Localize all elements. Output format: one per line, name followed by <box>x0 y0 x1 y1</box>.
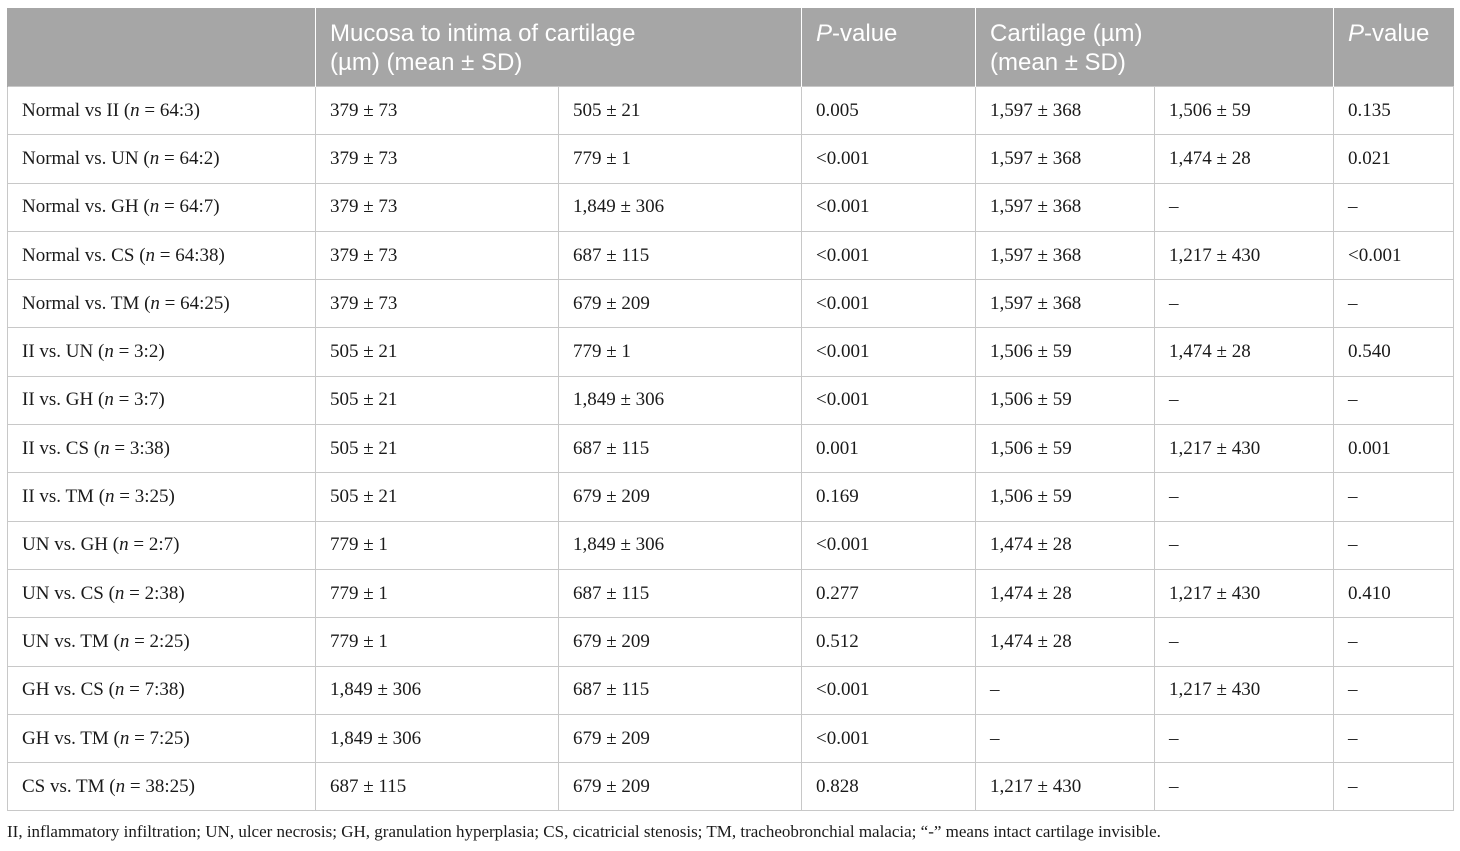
table-row <box>8 425 1454 473</box>
cell-cartilage-second: – <box>1155 714 1334 762</box>
cell-group: II vs. TM (n = 3:25) <box>8 473 316 521</box>
cell-mucosa-second: 679 ± 209 <box>559 473 802 521</box>
group-label: II vs. UN <box>22 341 94 363</box>
cell-cartilage-first: 1,597 ± 368 <box>976 183 1155 231</box>
cell-mucosa-first: 505 ± 21 <box>316 328 559 376</box>
cell-cartilage-first: 1,506 ± 59 <box>976 376 1155 424</box>
cell-p-value-mucosa: 0.512 <box>802 618 976 666</box>
header-p-rest: -value <box>832 20 898 47</box>
cell-mucosa-second: 779 ± 1 <box>559 135 802 183</box>
cell-mucosa-first: 505 ± 21 <box>316 376 559 424</box>
group-n-ratio: 38:25 <box>145 775 189 797</box>
group-n-ratio: 2:7 <box>148 534 174 556</box>
cell-group: UN vs. CS (n = 2:38) <box>8 569 316 617</box>
cell-mucosa-second: 687 ± 115 <box>559 666 802 714</box>
cell-mucosa-first: 379 ± 73 <box>316 135 559 183</box>
cell-p-value-cartilage: – <box>1334 618 1454 666</box>
group-n-ratio: 3:38 <box>129 437 164 459</box>
cell-cartilage-first: 1,506 ± 59 <box>976 328 1155 376</box>
cell-p-value-mucosa: <0.001 <box>802 328 976 376</box>
cell-mucosa-first: 1,849 ± 306 <box>316 714 559 762</box>
cell-mucosa-first: 379 ± 73 <box>316 231 559 279</box>
cell-p-value-mucosa: <0.001 <box>802 666 976 714</box>
cell-mucosa-first: 779 ± 1 <box>316 618 559 666</box>
header-cartilage <box>976 8 1334 87</box>
group-n-ratio: 3:2 <box>134 341 159 363</box>
group-label: UN vs. TM <box>22 630 109 652</box>
table-body <box>8 87 1454 811</box>
group-n-ratio: 64:38 <box>175 244 219 266</box>
table-header <box>8 8 1454 87</box>
cell-mucosa-second: 779 ± 1 <box>559 328 802 376</box>
cell-group: II vs. GH (n = 3:7) <box>8 376 316 424</box>
cell-mucosa-first: 379 ± 73 <box>316 87 559 135</box>
group-label: Normal vs. CS <box>22 244 135 266</box>
header-row <box>8 8 1454 87</box>
cell-cartilage-second: 1,217 ± 430 <box>1155 666 1334 714</box>
cell-cartilage-second: 1,217 ± 430 <box>1155 231 1334 279</box>
cell-p-value-mucosa: 0.169 <box>802 473 976 521</box>
cell-group: Normal vs. GH (n = 64:7) <box>8 183 316 231</box>
group-n-ratio: 3:7 <box>134 389 159 411</box>
table-row <box>8 135 1454 183</box>
cell-p-value-cartilage: – <box>1334 280 1454 328</box>
cell-p-value-mucosa: <0.001 <box>802 521 976 569</box>
cell-p-value-mucosa: 0.828 <box>802 763 976 811</box>
header-p-value-cartilage <box>1334 8 1454 87</box>
cell-mucosa-second: 1,849 ± 306 <box>559 183 802 231</box>
group-n-ratio: 3:25 <box>134 486 169 508</box>
group-label: CS vs. TM <box>22 775 105 797</box>
cell-cartilage-second: – <box>1155 376 1334 424</box>
cell-cartilage-first: 1,217 ± 430 <box>976 763 1155 811</box>
cell-mucosa-first: 379 ± 73 <box>316 280 559 328</box>
cell-group: Normal vs. CS (n = 64:38) <box>8 231 316 279</box>
table-row <box>8 280 1454 328</box>
cell-cartilage-first: 1,597 ± 368 <box>976 135 1155 183</box>
group-label: GH vs. CS <box>22 679 104 701</box>
header-mucosa-line2: (µm) (mean ± SD) <box>330 49 523 76</box>
table-row <box>8 231 1454 279</box>
cell-group: II vs. CS (n = 3:38) <box>8 425 316 473</box>
cell-mucosa-first: 505 ± 21 <box>316 425 559 473</box>
header-p-italic: P <box>816 20 833 47</box>
header-p-rest: -value <box>1364 20 1430 47</box>
cell-cartilage-first: 1,597 ± 368 <box>976 87 1155 135</box>
cell-mucosa-second: 679 ± 209 <box>559 763 802 811</box>
cell-group: CS vs. TM (n = 38:25) <box>8 763 316 811</box>
table-row <box>8 328 1454 376</box>
cell-cartilage-first: 1,597 ± 368 <box>976 280 1155 328</box>
table-row <box>8 569 1454 617</box>
cell-mucosa-second: 505 ± 21 <box>559 87 802 135</box>
table-row <box>8 87 1454 135</box>
cell-group: Normal vs. TM (n = 64:25) <box>8 280 316 328</box>
cell-mucosa-first: 779 ± 1 <box>316 521 559 569</box>
cell-cartilage-first: 1,506 ± 59 <box>976 425 1155 473</box>
cell-cartilage-first: 1,506 ± 59 <box>976 473 1155 521</box>
cell-group: II vs. UN (n = 3:2) <box>8 328 316 376</box>
cell-mucosa-first: 379 ± 73 <box>316 183 559 231</box>
table-footnote: II, inflammatory infiltration; UN, ulcer necrosis; GH, granulation hyperplasia; CS, cicatricial stenosis; TM, tracheobronchial malacia; “-” means intact cartilage invisible. <box>7 822 1161 841</box>
cell-p-value-mucosa: <0.001 <box>802 231 976 279</box>
cell-p-value-cartilage: – <box>1334 666 1454 714</box>
cell-cartilage-first: 1,474 ± 28 <box>976 521 1155 569</box>
header-p-italic: P <box>1348 20 1365 47</box>
cell-p-value-mucosa: <0.001 <box>802 714 976 762</box>
cell-cartilage-second: – <box>1155 521 1334 569</box>
cell-cartilage-first: – <box>976 714 1155 762</box>
table-row <box>8 666 1454 714</box>
table-row <box>8 183 1454 231</box>
cell-cartilage-second: – <box>1155 280 1334 328</box>
cell-mucosa-second: 1,849 ± 306 <box>559 376 802 424</box>
cell-mucosa-first: 779 ± 1 <box>316 569 559 617</box>
group-n-ratio: 64:3 <box>159 99 194 121</box>
cell-p-value-cartilage: – <box>1334 714 1454 762</box>
cell-group: GH vs. CS (n = 7:38) <box>8 666 316 714</box>
group-label: UN vs. CS <box>22 582 104 604</box>
header-cartilage-line1: Cartilage (µm) <box>990 20 1143 47</box>
cell-cartilage-second: 1,474 ± 28 <box>1155 328 1334 376</box>
group-n-ratio: 64:25 <box>180 292 224 314</box>
cell-p-value-cartilage: 0.540 <box>1334 328 1454 376</box>
table-row <box>8 376 1454 424</box>
cell-p-value-mucosa: <0.001 <box>802 135 976 183</box>
cell-group: UN vs. GH (n = 2:7) <box>8 521 316 569</box>
group-label: II vs. GH <box>22 389 94 411</box>
cell-mucosa-first: 505 ± 21 <box>316 473 559 521</box>
cell-mucosa-second: 679 ± 209 <box>559 618 802 666</box>
cell-p-value-mucosa: 0.001 <box>802 425 976 473</box>
cell-group: UN vs. TM (n = 2:25) <box>8 618 316 666</box>
cell-p-value-cartilage: 0.410 <box>1334 569 1454 617</box>
group-label: Normal vs II <box>22 99 120 121</box>
cell-cartilage-first: 1,597 ± 368 <box>976 231 1155 279</box>
cell-mucosa-second: 679 ± 209 <box>559 714 802 762</box>
cell-p-value-cartilage: – <box>1334 376 1454 424</box>
table-row <box>8 521 1454 569</box>
cell-mucosa-first: 687 ± 115 <box>316 763 559 811</box>
cell-p-value-cartilage: – <box>1334 521 1454 569</box>
cell-cartilage-second: 1,474 ± 28 <box>1155 135 1334 183</box>
cell-cartilage-second: 1,217 ± 430 <box>1155 569 1334 617</box>
group-n-ratio: 2:25 <box>149 630 184 652</box>
cell-mucosa-second: 687 ± 115 <box>559 231 802 279</box>
cell-mucosa-second: 687 ± 115 <box>559 425 802 473</box>
cell-p-value-mucosa: <0.001 <box>802 280 976 328</box>
cell-cartilage-second: – <box>1155 473 1334 521</box>
cell-p-value-cartilage: – <box>1334 763 1454 811</box>
header-group-column <box>8 8 316 87</box>
cell-mucosa-first: 1,849 ± 306 <box>316 666 559 714</box>
table-row <box>8 763 1454 811</box>
cell-cartilage-first: – <box>976 666 1155 714</box>
cell-p-value-cartilage: <0.001 <box>1334 231 1454 279</box>
group-label: II vs. CS <box>22 437 90 459</box>
group-label: GH vs. TM <box>22 727 109 749</box>
group-n-ratio: 2:38 <box>144 582 179 604</box>
cell-p-value-mucosa: 0.277 <box>802 569 976 617</box>
cell-group: Normal vs II (n = 64:3) <box>8 87 316 135</box>
group-label: Normal vs. TM <box>22 292 140 314</box>
cell-group: GH vs. TM (n = 7:25) <box>8 714 316 762</box>
cell-p-value-cartilage: 0.001 <box>1334 425 1454 473</box>
header-mucosa-to-intima <box>316 8 802 87</box>
cell-cartilage-first: 1,474 ± 28 <box>976 569 1155 617</box>
cell-cartilage-second: – <box>1155 763 1334 811</box>
cell-p-value-mucosa: <0.001 <box>802 376 976 424</box>
header-p-value-mucosa <box>802 8 976 87</box>
group-n-ratio: 64:2 <box>179 147 214 169</box>
cell-mucosa-second: 1,849 ± 306 <box>559 521 802 569</box>
cell-cartilage-second: – <box>1155 183 1334 231</box>
cell-cartilage-first: 1,474 ± 28 <box>976 618 1155 666</box>
cell-mucosa-second: 679 ± 209 <box>559 280 802 328</box>
group-label: Normal vs. GH <box>22 196 139 218</box>
cell-p-value-cartilage: – <box>1334 473 1454 521</box>
cell-cartilage-second: 1,217 ± 430 <box>1155 425 1334 473</box>
cell-cartilage-second: – <box>1155 618 1334 666</box>
comparison-table <box>7 8 1454 811</box>
group-n-ratio: 7:25 <box>149 727 184 749</box>
cell-mucosa-second: 687 ± 115 <box>559 569 802 617</box>
cell-p-value-mucosa: 0.005 <box>802 87 976 135</box>
group-n-ratio: 7:38 <box>144 679 179 701</box>
header-mucosa-line1: Mucosa to intima of cartilage <box>330 20 636 47</box>
group-label: II vs. TM <box>22 486 94 508</box>
header-cartilage-line2: (mean ± SD) <box>990 49 1126 76</box>
cell-p-value-mucosa: <0.001 <box>802 183 976 231</box>
cell-cartilage-second: 1,506 ± 59 <box>1155 87 1334 135</box>
table-row <box>8 473 1454 521</box>
table-row <box>8 618 1454 666</box>
cell-p-value-cartilage: 0.135 <box>1334 87 1454 135</box>
group-label: UN vs. GH <box>22 534 109 556</box>
cell-p-value-cartilage: – <box>1334 183 1454 231</box>
table-row <box>8 714 1454 762</box>
group-n-ratio: 64:7 <box>179 196 214 218</box>
cell-p-value-cartilage: 0.021 <box>1334 135 1454 183</box>
cell-group: Normal vs. UN (n = 64:2) <box>8 135 316 183</box>
group-label: Normal vs. UN <box>22 147 139 169</box>
